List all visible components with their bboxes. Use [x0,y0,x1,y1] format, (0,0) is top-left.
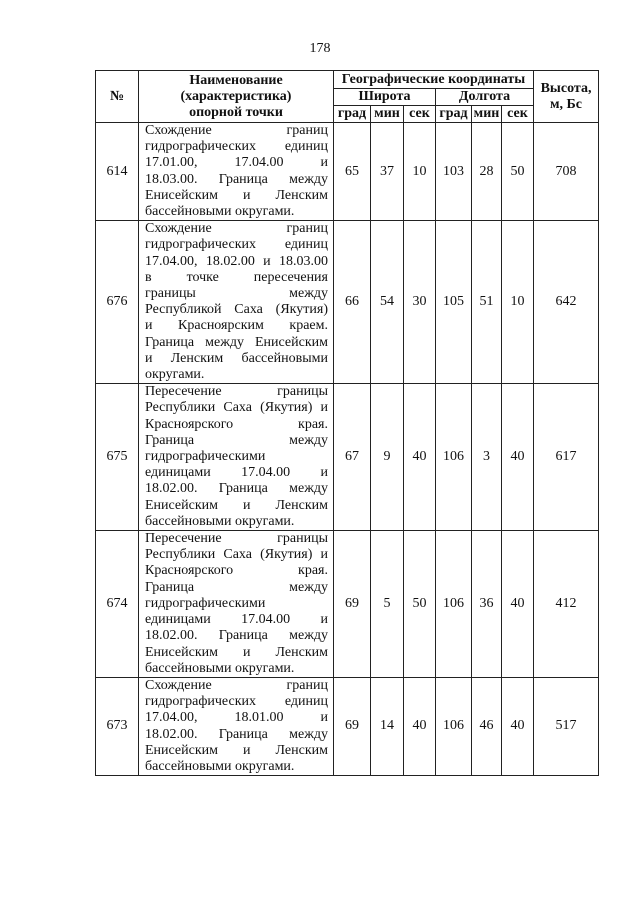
table-body [96,123,599,776]
point-name-line: Схождение границ [145,123,328,138]
header-geo-coordinates: Географические координаты [334,71,534,89]
lat-sec-cell: 50 [404,531,436,678]
point-name-line: Республики Саха (Якутия) и [145,547,328,563]
header-name-line: опорной точки [189,104,283,120]
lat-deg-cell: 65 [334,123,371,221]
lat-sec-cell: 40 [404,677,436,775]
point-name-line: единицами 17.04.00 и [145,465,328,481]
header-height [534,71,599,123]
lon-sec-cell: 50 [502,123,534,221]
lat-min-cell: 14 [371,677,404,775]
header-height-line: м, Бс [550,96,583,112]
lat-sec-cell: 30 [404,221,436,384]
point-name-line: Схождение границ [145,677,328,693]
lon-deg-cell: 106 [436,677,472,775]
lon-deg-cell: 106 [436,531,472,678]
table-row [96,531,599,678]
header-lon-sec: сек [502,106,534,123]
table-header [96,71,599,123]
point-name-line: бассейновыми округами. [145,204,295,220]
lat-deg-cell: 67 [334,384,371,531]
point-name-line: Республикой Саха (Якутия) [145,302,328,318]
point-name-line: Пересечение границы [145,384,328,400]
point-name-line: гидрографических единиц [145,237,328,253]
point-name-line: Енисейским и Ленским [145,497,328,513]
table-row [96,384,599,531]
header-longitude: Долгота [436,89,534,106]
point-name-line: 18.03.00. Граница между [145,171,328,187]
point-name-line: Енисейским и Ленским [145,742,328,758]
point-name-line: Пересечение границы [145,531,328,547]
lat-min-cell: 37 [371,123,404,221]
point-name-line: Енисейским и Ленским [145,187,328,203]
height-cell: 708 [534,123,599,221]
height-cell: 517 [534,677,599,775]
point-name-line: округами. [145,367,205,383]
lat-sec-cell: 40 [404,384,436,531]
point-name-line: бассейновыми округами. [145,513,295,529]
lon-deg-cell: 103 [436,123,472,221]
point-name-line: Красноярского края. [145,416,328,432]
lon-min-cell: 3 [472,384,502,531]
point-name-cell [139,384,334,531]
lon-min-cell: 36 [472,531,502,678]
point-name-cell [139,531,334,678]
point-number-cell: 674 [96,531,139,678]
point-number-cell: 614 [96,123,139,221]
point-name-line: 18.02.00. Граница между [145,726,328,742]
lon-min-cell: 46 [472,677,502,775]
lon-sec-cell: 10 [502,221,534,384]
header-latitude: Широта [334,89,436,106]
header-name [139,71,334,123]
point-name-line: гидрографическими [145,595,266,611]
header-height-line: Высота, [540,80,592,96]
point-name-cell [139,123,334,221]
point-number-cell: 673 [96,677,139,775]
point-name-line: гидрографических единиц [145,694,328,710]
page-number: 178 [309,41,331,56]
point-name-line: 17.04.00, 18.02.00 и 18.03.00 [145,253,328,269]
table-row [96,221,599,384]
lat-min-cell: 5 [371,531,404,678]
point-name-line: единицами 17.04.00 и [145,612,328,628]
header-name-line: Наименование [189,72,283,88]
lat-deg-cell: 69 [334,531,371,678]
point-number-cell: 676 [96,221,139,384]
lon-sec-cell: 40 [502,384,534,531]
lon-sec-cell: 40 [502,677,534,775]
point-name-line: и Ленским бассейновыми [145,350,328,366]
point-name-line: 18.02.00. Граница между [145,628,328,644]
header-lon-deg: град [436,106,472,123]
lon-deg-cell: 106 [436,384,472,531]
header-number: № [96,71,139,123]
header-lat-deg: град [334,106,371,123]
point-name-line: гидрографическими [145,449,266,465]
header-name-line: (характеристика) [180,88,292,104]
point-name-cell [139,221,334,384]
point-name-line: 17.01.00, 17.04.00 и [145,155,328,171]
point-name-line: Граница между Енисейским [145,334,328,350]
point-name-line: гидрографических единиц [145,139,328,155]
point-name-line: Граница между [145,432,328,448]
lon-min-cell: 51 [472,221,502,384]
point-name-line: Граница между [145,579,328,595]
point-name-line: Красноярского края. [145,563,328,579]
header-lon-min: мин [472,106,502,123]
lat-sec-cell: 10 [404,123,436,221]
lon-sec-cell: 40 [502,531,534,678]
point-name-line: и Красноярским краем. [145,318,328,334]
height-cell: 617 [534,384,599,531]
point-name-cell [139,677,334,775]
lat-min-cell: 54 [371,221,404,384]
point-number-cell: 675 [96,384,139,531]
lat-deg-cell: 69 [334,677,371,775]
coordinates-table [95,70,599,776]
table-row [96,677,599,775]
point-name-line: бассейновыми округами. [145,660,295,676]
lon-deg-cell: 105 [436,221,472,384]
point-name-line: Енисейским и Ленским [145,644,328,660]
point-name-line: 17.04.00, 18.01.00 и [145,710,328,726]
point-name-line: 18.02.00. Граница между [145,481,328,497]
table-row [96,123,599,221]
lat-deg-cell: 66 [334,221,371,384]
point-name-line: бассейновыми округами. [145,758,295,774]
height-cell: 642 [534,221,599,384]
height-cell: 412 [534,531,599,678]
lat-min-cell: 9 [371,384,404,531]
point-name-line: Схождение границ [145,221,328,237]
point-name-line: границы между [145,286,328,302]
point-name-line: в точке пересечения [145,269,328,285]
lon-min-cell: 28 [472,123,502,221]
header-lat-min: мин [371,106,404,123]
point-name-line: Республики Саха (Якутия) и [145,400,328,416]
header-lat-sec: сек [404,106,436,123]
